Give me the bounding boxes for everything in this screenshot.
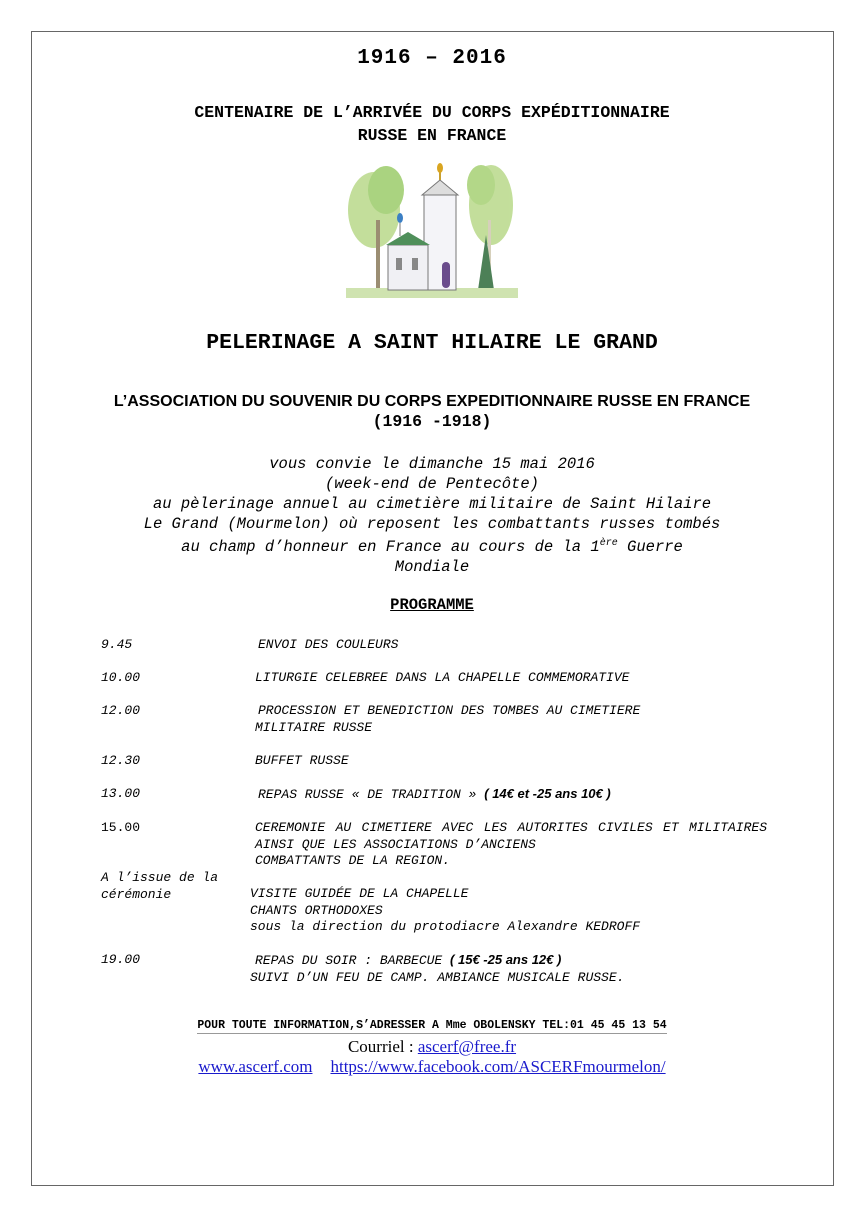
association-years: (1916 -1918)	[372, 412, 492, 431]
programme-text-line: CHANTS ORTHODOXES	[250, 902, 383, 918]
association-block	[0, 392, 864, 432]
contact-info	[0, 1019, 864, 1032]
programme-text-line: SUIVI D’UN FEU DE CAMP. AMBIANCE MUSICALE RUSSE.	[250, 969, 625, 985]
programme-text: BUFFET RUSSE	[255, 753, 349, 768]
email-label: Courriel :	[347, 1037, 418, 1056]
price-text: ( 15€ -25 ans 12€ )	[450, 952, 562, 967]
web-links	[0, 1057, 864, 1077]
programme-text-line: CEREMONIE AU CIMETIERE AVEC LES AUTORITES CIVILES ET MILITAIRES AINSI QUE LES ASSOCIATIONS D’ANCIENS	[255, 820, 767, 852]
programme-text	[255, 703, 767, 736]
contact-info-text: POUR TOUTE INFORMATION,S’ADRESSER A Mme OBOLENSKY TEL:01 45 45 13 54	[197, 1019, 667, 1032]
programme-time: 12.00	[101, 703, 141, 718]
programme-time-line: cérémonie	[101, 886, 172, 902]
years-heading: 1916 – 2016	[357, 47, 507, 70]
intro-line: Mondiale	[394, 558, 470, 577]
intro-line	[0, 534, 864, 557]
programme-time: 19.00	[101, 952, 141, 967]
intro-text: Guerre	[617, 538, 683, 557]
programme-text-line: MILITAIRE RUSSE	[255, 719, 373, 735]
programme-text-line: REPAS RUSSE « DE TRADITION »	[258, 787, 485, 802]
programme-text	[255, 820, 767, 853]
programme-heading	[0, 596, 864, 614]
programme-text	[250, 886, 762, 936]
subtitle-line: RUSSE EN FRANCE	[357, 126, 507, 145]
facebook-link[interactable]: https://www.facebook.com/ASCERFmourmelon/	[330, 1057, 666, 1076]
programme-text-line: PROCESSION ET BENEDICTION DES TOMBES AU CIMETIERE	[258, 703, 641, 718]
programme-text-line: REPAS DU SOIR : BARBECUE	[255, 953, 451, 968]
programme-time: 10.00	[101, 670, 141, 685]
invitation-text	[0, 454, 864, 577]
programme-time: 13.00	[101, 786, 141, 801]
intro-line: (week-end de Pentecôte)	[325, 475, 539, 493]
website-link[interactable]: www.ascerf.com	[198, 1057, 313, 1076]
price-text: ( 14€ et -25 ans 10€ )	[484, 786, 611, 801]
programme-text	[250, 952, 762, 986]
programme-time-line: A l’issue de la	[101, 870, 219, 885]
email-line	[0, 1037, 864, 1057]
programme-time: 9.45	[101, 637, 133, 652]
programme-heading-text: PROGRAMME	[390, 596, 474, 614]
centenary-subtitle	[0, 101, 864, 147]
intro-text: au champ d’honneur en France au cours de la 1	[181, 538, 600, 557]
association-name: L’ASSOCIATION DU SOUVENIR DU CORPS EXPEDITIONNAIRE RUSSE EN FRANCE	[113, 393, 751, 410]
ordinal-superscript: ère	[599, 538, 618, 549]
programme-time	[101, 870, 218, 903]
intro-line: au pèlerinage annuel au cimetière militaire de Saint Hilaire	[152, 495, 712, 513]
programme-text-line: VISITE GUIDÉE DE LA CHAPELLE	[250, 886, 469, 901]
chapel-illustration	[346, 150, 518, 300]
programme-text	[258, 786, 770, 804]
page-title: PELERINAGE A SAINT HILAIRE LE GRAND	[206, 331, 658, 355]
intro-line: Le Grand (Mourmelon) où reposent les combattants russes tombés	[143, 515, 721, 533]
intro-line: vous convie le dimanche 15 mai 2016	[269, 455, 595, 473]
subtitle-line: CENTENAIRE DE L’ARRIVÉE DU CORPS EXPÉDITIONNAIRE	[194, 103, 670, 122]
programme-text: LITURGIE CELEBREE DANS LA CHAPELLE COMMEMORATIVE	[255, 670, 630, 685]
programme-time: 15.00	[101, 820, 141, 835]
programme-time: 12.30	[101, 753, 141, 768]
programme-text: ENVOI DES COULEURS	[258, 637, 399, 652]
email-link[interactable]: ascerf@free.fr	[417, 1037, 517, 1056]
programme-text: COMBATTANTS DE LA REGION.	[255, 853, 451, 868]
programme-text-line: sous la direction du protodiacre Alexandre KEDROFF	[250, 919, 641, 935]
